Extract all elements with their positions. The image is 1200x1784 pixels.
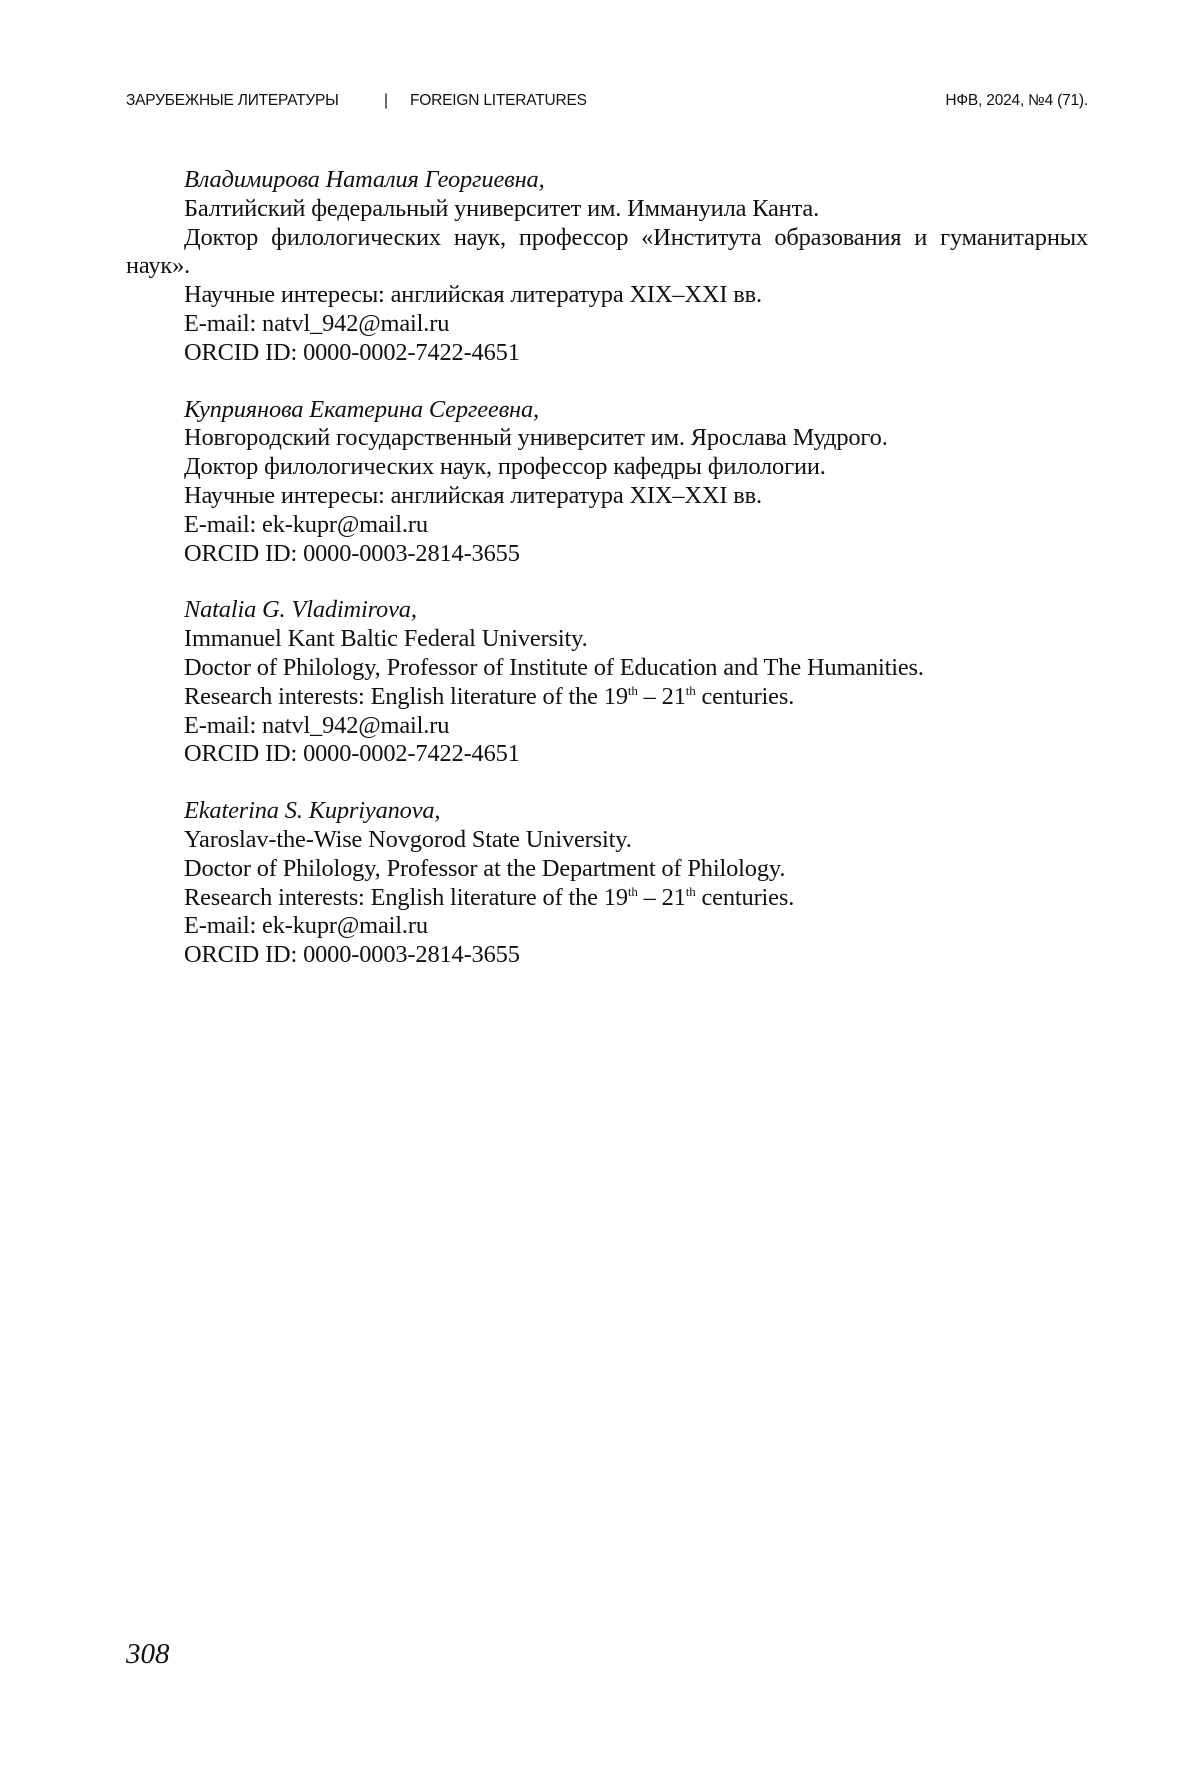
running-head: [126, 92, 1088, 116]
author-name: Владимирова Наталия Георгиевна,: [184, 166, 545, 193]
author-name: Natalia G. Vladimirova,: [184, 596, 417, 624]
section-title-en: FOREIGN LITERATURES: [410, 92, 587, 109]
author-name: Куприянова Екатерина Сергеевна,: [184, 395, 539, 423]
section-title-ru: ЗАРУБЕЖНЫЕ ЛИТЕРАТУРЫ: [126, 92, 339, 109]
author-affiliation: Новгородский государственный университет им. Ярослава Мудрого.: [184, 424, 888, 452]
interests-suffix: centuries.: [695, 883, 795, 911]
author-interests: [126, 683, 1088, 712]
author-email: E-mail: natvl_942@mail.ru: [184, 309, 450, 337]
author-affiliation: Immanuel Kant Baltic Federal University.: [184, 625, 588, 653]
author-block-ru-2: [126, 396, 1088, 569]
author-name: Ekaterina S. Kupriyanova,: [184, 797, 441, 825]
author-affiliation: Yaroslav-the-Wise Novgorod State University.: [184, 825, 632, 853]
author-affiliation: Балтийский федеральный университет им. Иммануила Канта.: [184, 194, 820, 222]
ordinal-suffix: th: [685, 682, 696, 698]
author-email: E-mail: ek-kupr@mail.ru: [184, 510, 428, 538]
author-orcid: ORCID ID: 0000-0002-7422-4651: [184, 338, 520, 366]
journal-issue: НФВ, 2024, №4 (71).: [945, 92, 1088, 109]
author-block-en-1: [126, 596, 1088, 769]
author-email: E-mail: ek-kupr@mail.ru: [184, 912, 428, 940]
author-orcid: ORCID ID: 0000-0002-7422-4651: [184, 740, 520, 768]
page-number: 308: [126, 1638, 170, 1670]
author-orcid: ORCID ID: 0000-0003-2814-3655: [184, 941, 520, 969]
ordinal-suffix: th: [685, 883, 696, 899]
author-interests: [126, 884, 1088, 913]
author-interests: Научные интересы: английская литература XIX–XXI вв.: [184, 281, 762, 309]
author-position: Доктор филологических наук, профессор кафедры филологии.: [184, 453, 826, 481]
interests-middle: – 21: [637, 883, 686, 911]
ordinal-suffix: th: [627, 883, 638, 899]
interests-suffix: centuries.: [695, 682, 795, 710]
header-separator: |: [384, 92, 388, 109]
author-position: Doctor of Philology, Professor at the Department of Philology.: [184, 854, 786, 882]
interests-prefix: Research interests: English literature of the 19: [184, 682, 628, 710]
author-interests: Научные интересы: английская литература XIX–XXI вв.: [184, 481, 762, 509]
author-block-ru-1: [126, 166, 1088, 368]
author-information: [126, 166, 1088, 998]
interests-middle: – 21: [637, 682, 686, 710]
author-position: Doctor of Philology, Professor of Institute of Education and The Humanities.: [184, 653, 924, 681]
ordinal-suffix: th: [627, 682, 638, 698]
author-block-en-2: [126, 797, 1088, 970]
interests-prefix: Research interests: English literature of the 19: [184, 883, 628, 911]
author-email: E-mail: natvl_942@mail.ru: [184, 711, 450, 739]
author-position: Доктор филологических наук, профессор «Института образования и гуманитарных наук».: [126, 223, 1088, 280]
author-orcid: ORCID ID: 0000-0003-2814-3655: [184, 539, 520, 567]
